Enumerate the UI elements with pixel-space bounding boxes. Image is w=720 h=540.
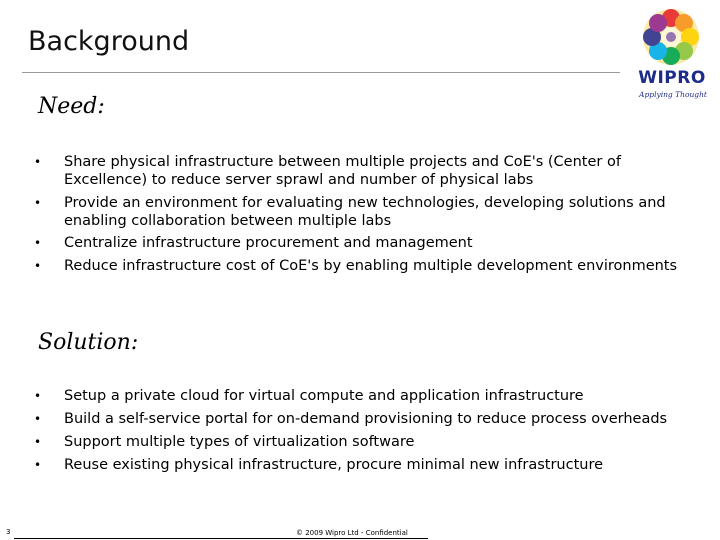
bullet-icon: • bbox=[34, 195, 42, 210]
sunflower-logo-icon bbox=[628, 6, 714, 70]
bullet-icon: • bbox=[34, 155, 42, 169]
need-list bbox=[34, 153, 688, 279]
need-item bbox=[34, 257, 688, 275]
solution-item-text: Setup a private cloud for virtual compute and application infrastructure bbox=[64, 388, 584, 404]
bullet-icon: • bbox=[34, 389, 42, 403]
slide-title: Background bbox=[28, 26, 190, 57]
title-divider bbox=[22, 72, 620, 73]
need-item-text: Centralize infrastructure procurement and management bbox=[64, 235, 473, 251]
solution-item-text: Reuse existing physical infrastructure, procure minimal new infrastructure bbox=[64, 457, 604, 473]
bullet-icon: • bbox=[34, 435, 42, 449]
logo-tagline: Applying Thought bbox=[639, 90, 707, 99]
need-item bbox=[34, 153, 688, 189]
solution-list bbox=[34, 387, 688, 479]
slide-footer bbox=[0, 528, 720, 540]
need-heading: Need: bbox=[38, 94, 105, 119]
solution-heading: Solution: bbox=[38, 330, 139, 355]
solution-item bbox=[34, 410, 688, 428]
bullet-icon: • bbox=[34, 258, 42, 273]
footer-divider bbox=[14, 538, 428, 539]
logo-wordmark: WIPRO bbox=[638, 68, 706, 88]
solution-item bbox=[34, 456, 688, 474]
need-item bbox=[34, 194, 688, 230]
copyright-notice: © 2009 Wipro Ltd - Confidential bbox=[296, 529, 408, 537]
bullet-icon: • bbox=[34, 412, 42, 426]
need-item-text: Share physical infrastructure between multiple projects and CoE's (Center of Excellence) to reduce server sprawl and number of physical labs bbox=[64, 154, 621, 188]
wipro-logo bbox=[628, 6, 714, 102]
solution-item-text: Build a self-service portal for on-demand provisioning to reduce process overheads bbox=[64, 411, 668, 427]
need-item bbox=[34, 234, 688, 252]
solution-item bbox=[34, 433, 688, 451]
need-item-text: Provide an environment for evaluating new technologies, developing solutions and enabling collaboration between multiple labs bbox=[64, 194, 666, 229]
page-number: 3 bbox=[6, 528, 11, 536]
need-item-text: Reduce infrastructure cost of CoE's by enabling multiple development environments bbox=[64, 257, 678, 274]
bullet-icon: • bbox=[34, 236, 42, 250]
bullet-icon: • bbox=[34, 458, 42, 472]
solution-item bbox=[34, 387, 688, 405]
solution-item-text: Support multiple types of virtualization software bbox=[64, 434, 415, 450]
